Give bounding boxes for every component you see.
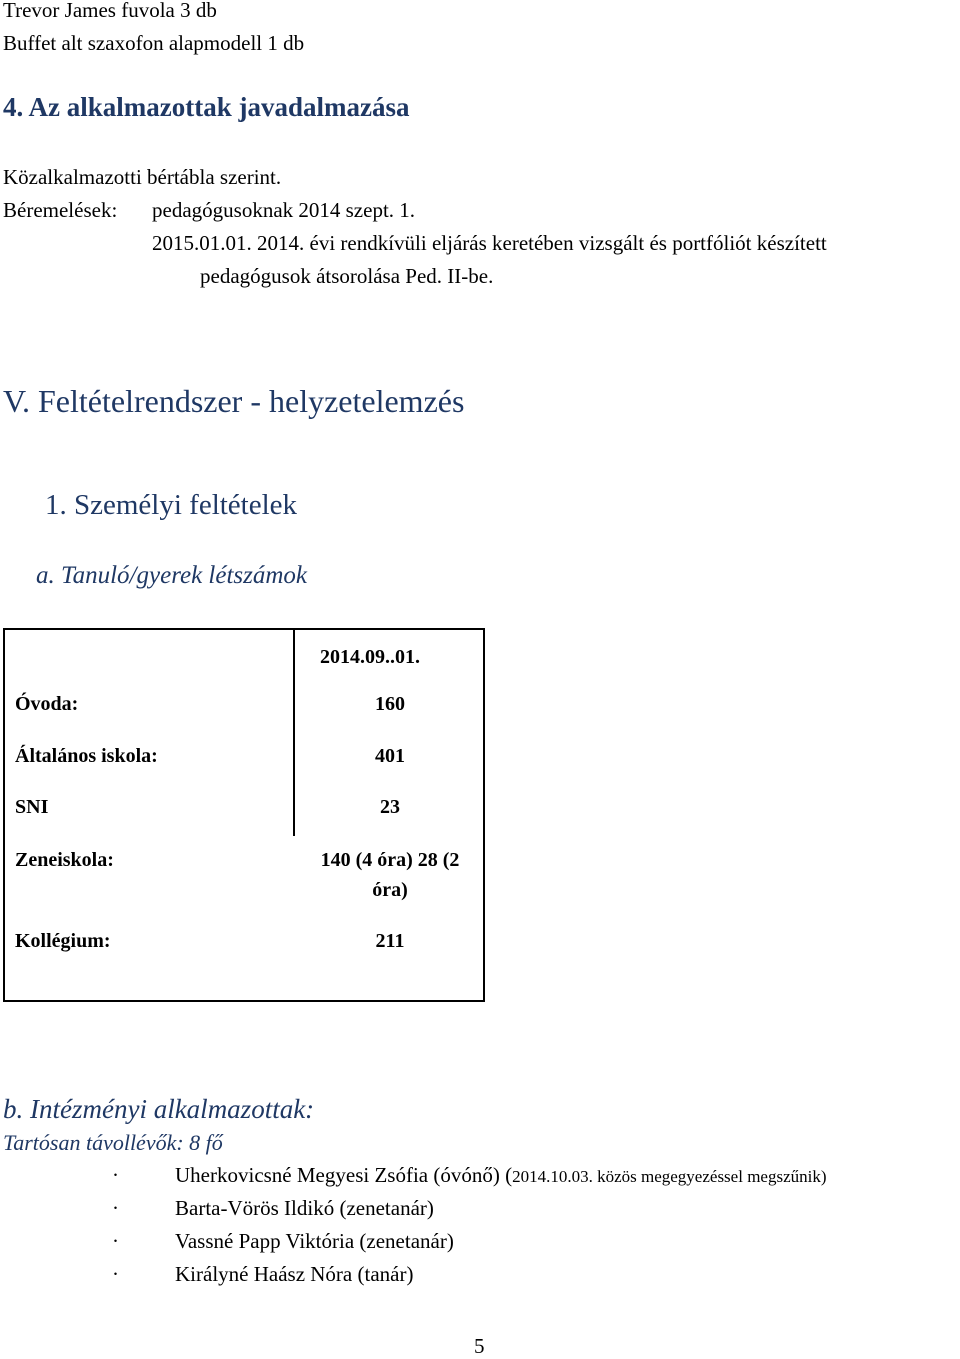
row-value-zeneiskola: 140 (4 óra) 28 (2 bbox=[320, 849, 460, 871]
row-label-ovoda: Óvoda: bbox=[15, 693, 79, 715]
header-line-2: Buffet alt szaxofon alapmodell 1 db bbox=[3, 31, 305, 55]
row-value-zeneiskola-cont: óra) bbox=[372, 879, 408, 901]
row-value-sni: 23 bbox=[380, 796, 400, 818]
raise-line-2: 2015.01.01. 2014. évi rendkívüli eljárás keretében vizsgált és portfóliót készített bbox=[152, 231, 827, 255]
absent-staff-item-1 bbox=[175, 1163, 827, 1188]
staff-title: b. Intézményi alkalmazottak: bbox=[3, 1094, 315, 1124]
row-value-kollegium: 211 bbox=[375, 930, 405, 952]
absent-staff-item-1-text: Uherkovicsné Megyesi Zsófia (óvónő) ( bbox=[175, 1163, 513, 1187]
raise-label: Béremelések: bbox=[3, 198, 118, 222]
absent-staff-item-4: Királyné Haász Nóra (tanár) bbox=[175, 1262, 414, 1286]
section-4-line-1: Közalkalmazotti bértábla szerint. bbox=[3, 165, 282, 189]
table-date-header: 2014.09..01. bbox=[320, 646, 420, 668]
student-count-table bbox=[3, 628, 485, 1002]
bullet: · bbox=[112, 1229, 119, 1253]
section-4-title: 4. Az alkalmazottak javadalmazása bbox=[3, 92, 410, 122]
absent-staff-subtitle: Tartósan távollévők: 8 fő bbox=[3, 1130, 223, 1155]
raise-line-3: pedagógusok átsorolása Ped. II-be. bbox=[200, 264, 494, 288]
student-counts-title: a. Tanuló/gyerek létszámok bbox=[36, 562, 308, 589]
bullet: · bbox=[112, 1163, 119, 1187]
personal-conditions-title: 1. Személyi feltételek bbox=[45, 489, 298, 521]
row-label-sni: SNI bbox=[15, 796, 49, 818]
absent-staff-item-2: Barta-Vörös Ildikó (zenetanár) bbox=[175, 1196, 434, 1220]
header-line-1: Trevor James fuvola 3 db bbox=[3, 0, 217, 22]
row-label-kollegium: Kollégium: bbox=[15, 930, 111, 952]
absent-staff-item-3: Vassné Papp Viktória (zenetanár) bbox=[175, 1229, 454, 1253]
section-v-title: V. Feltételrendszer - helyzetelemzés bbox=[3, 383, 465, 419]
raise-text: pedagógusoknak 2014 szept. 1. bbox=[152, 198, 416, 222]
row-label-zeneiskola: Zeneiskola: bbox=[15, 849, 114, 871]
bullet: · bbox=[112, 1196, 119, 1220]
page-number: 5 bbox=[474, 1334, 485, 1358]
row-label-altalanos-iskola: Általános iskola: bbox=[15, 745, 158, 767]
row-value-altalanos-iskola: 401 bbox=[375, 745, 405, 767]
absent-staff-item-1-note: 2014.10.03. közös megegyezéssel megszűnik) bbox=[512, 1167, 827, 1186]
bullet: · bbox=[112, 1262, 119, 1286]
row-value-ovoda: 160 bbox=[375, 693, 405, 715]
